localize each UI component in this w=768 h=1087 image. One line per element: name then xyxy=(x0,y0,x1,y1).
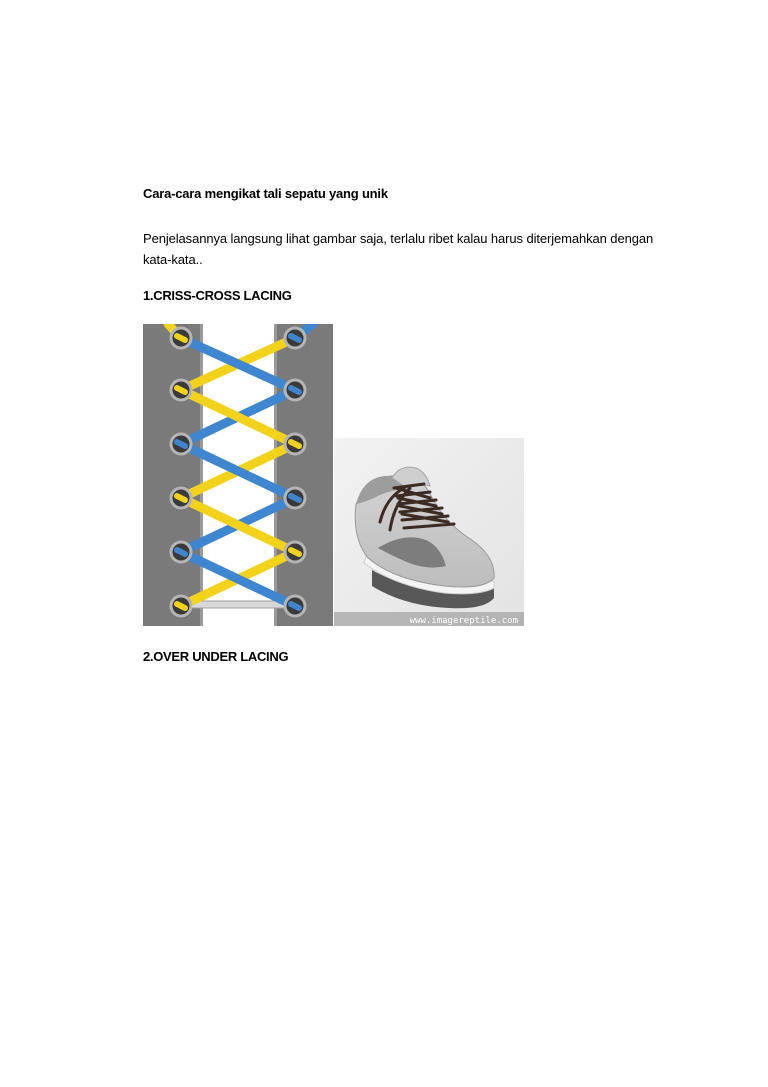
section-heading-over-under: 2.OVER UNDER LACING xyxy=(143,649,289,664)
criss-cross-lacing-diagram xyxy=(143,324,333,626)
left-shoe-panel xyxy=(143,324,203,626)
photo-watermark: www.imagereptile.com xyxy=(409,616,518,626)
laced-sneaker-photo xyxy=(334,438,524,626)
intro-line-2: kata-kata.. xyxy=(143,252,203,267)
section-heading-criss-cross: 1.CRISS-CROSS LACING xyxy=(143,288,292,303)
intro-line-1: Penjelasannya langsung lihat gambar saja, terlalu ribet kalau harus diterjemahkan dengan xyxy=(143,231,654,246)
page-title: Cara-cara mengikat tali sepatu yang unik xyxy=(143,186,388,201)
right-shoe-panel xyxy=(274,324,333,626)
intro-paragraph xyxy=(143,228,663,270)
